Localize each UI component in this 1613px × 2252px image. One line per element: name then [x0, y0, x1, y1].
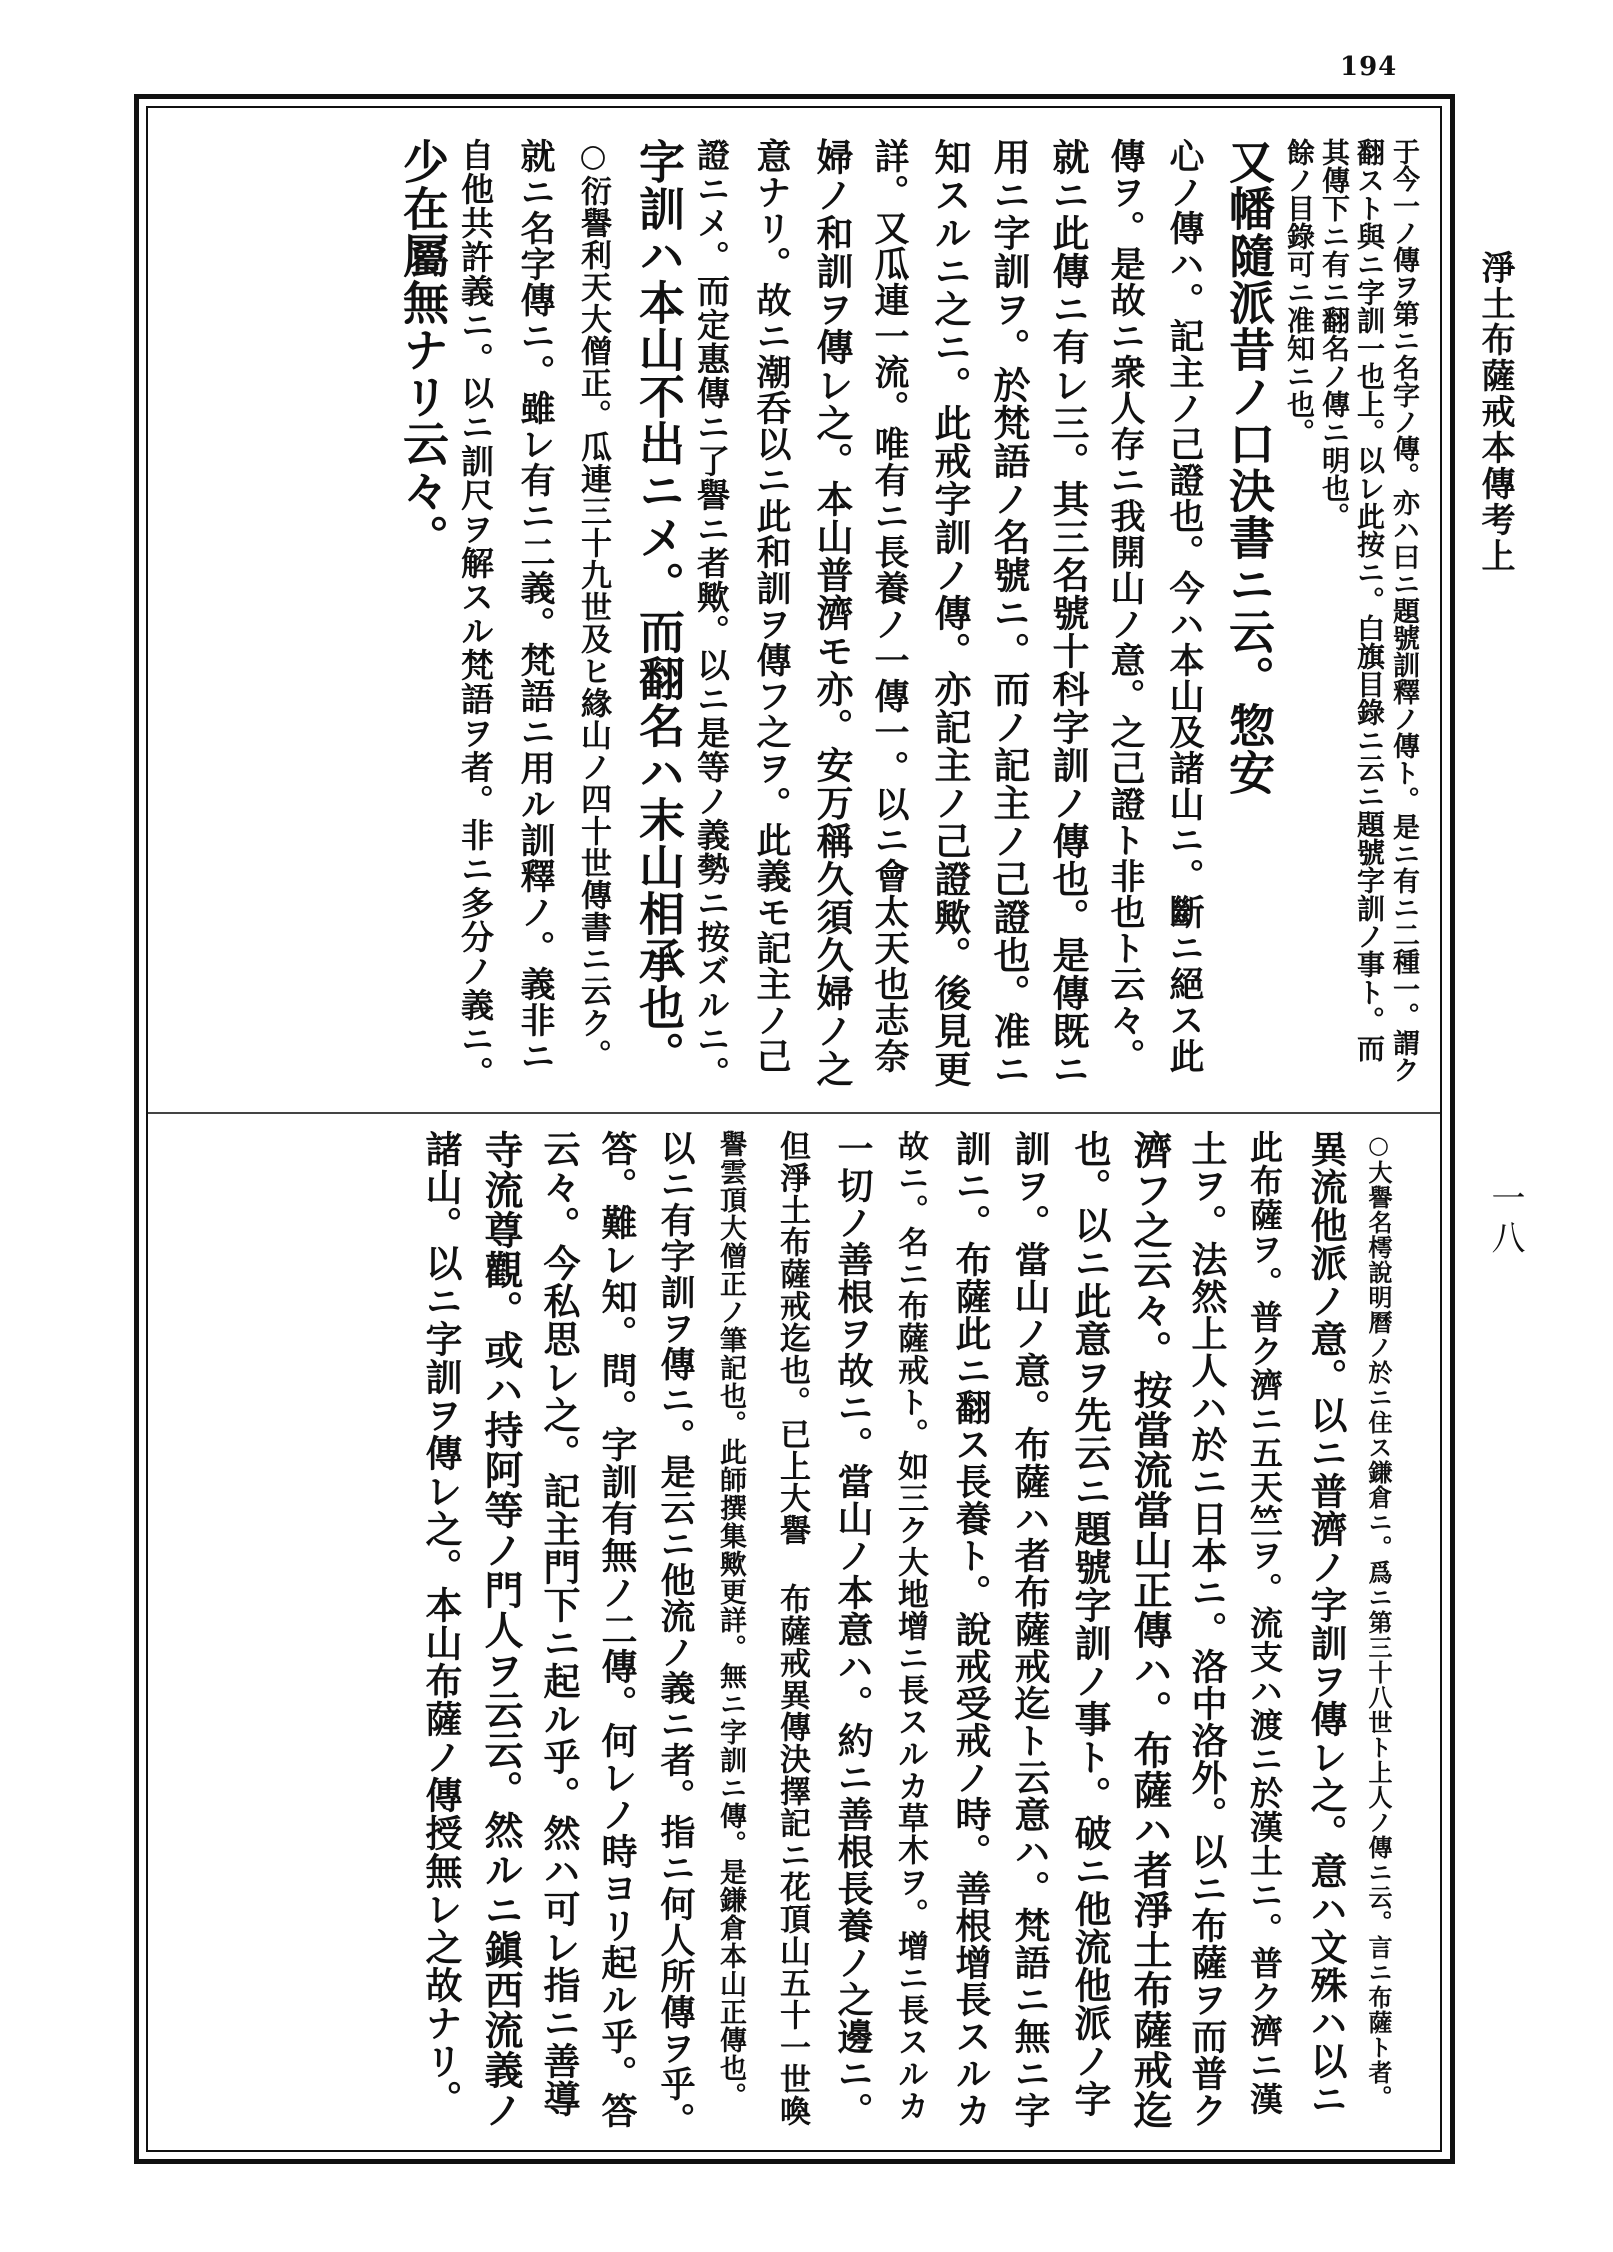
text-column: 異流他派ノ意。以ニ普濟ノ字訓ヲ傳レ之。意ハ文殊ハ以ニ — [1304, 1130, 1348, 2118]
text-column: 又幡隨派昔ノ口決書ニ云。惣安 — [1222, 138, 1276, 796]
text-column: 于今一ノ傳ヲ第ニ名字ノ傳。亦ハ曰ニ題號訓釋ノ傳ト。是ニ有ニ二種一。謂ク — [1388, 138, 1419, 1083]
text-column: 知スルニ之ニ。此戒字訓ノ傳。亦記主ノ己證歟。後見更 — [928, 138, 972, 1088]
text-column: 就ニ此傳ニ有レ三。其三名號十科字訓ノ傳也。是傳既ニ — [1046, 138, 1090, 1088]
text-column: 此布薩ヲ。普ク濟ニ五天竺ヲ。流支ハ渡ニ於漢土ニ。普ク濟ニ漢 — [1245, 1130, 1284, 2116]
section-divider — [148, 1112, 1440, 1114]
text-column: 婦ノ和訓ヲ傳レ之。本山普濟モ亦。安万稱久須久婦ノ之 — [810, 138, 854, 1088]
text-column: 意ナリ。故ニ潮呑以ニ此和訓ヲ傳フ之ヲ。此義モ記主ノ己 — [751, 138, 792, 1074]
text-column: 譽雲頂大僧正ノ筆記也。此師撰集歟更詳。無ニ字訓ニ傳。是鎌倉本山正傳也。 — [715, 1130, 746, 2110]
page-number: 194 — [1340, 52, 1398, 82]
text-column: 一切ノ善根ヲ故ニ。當山ノ本意ハ。約ニ善根長養ノ之邊ニ。 — [832, 1130, 874, 2129]
folio-number: 一八 — [1485, 1180, 1525, 1260]
text-column: 故ニ。名ニ布薩戒ト。如三ク大地增ニ長スルカ草木ヲ。增ニ長スルカ — [892, 1130, 928, 2122]
text-column: 濟フ之云々。按當流當山正傳ハ。布薩ハ者淨土布薩戒迄 — [1127, 1130, 1173, 2130]
text-column: 土ヲ。法然上人ハ於ニ日本ニ。洛中洛外。以ニ布薩ヲ而普ク — [1186, 1130, 1228, 2129]
text-column: 訓ヲ。當山ノ意。布薩ハ者布薩戒迄ト云意ハ。梵語ニ無ニ字 — [1009, 1130, 1051, 2129]
text-column: 翻スト與ニ字訓一也上。以レ此按ニ。白旗目錄ニ云ニ題號字訓ノ事ト。而 — [1353, 138, 1386, 1062]
text-column: 也。以ニ此意ヲ先云ニ題號字訓ノ事ト。破ニ他流他派ノ字 — [1068, 1130, 1112, 2118]
text-column: 其傳下ニ有ニ翻名ノ傳ニ明也。 — [1318, 138, 1351, 530]
text-column: 以ニ有字訓ヲ傳ニ。是云ニ他流ノ義ニ者。指ニ何人所傳ヲ乎。 — [655, 1130, 696, 2138]
running-title: 淨土布薩戒本傳考上 — [1475, 250, 1515, 574]
text-column: 少在屬無ナリ云々。 — [396, 138, 450, 561]
text-column: ○衍譽利天大僧正。瓜連三十九世及ヒ緣山ノ四十世傳書ニ云ク。 — [575, 138, 611, 1071]
text-column: 訓ニ。布薩此ニ翻ス長養ト。說戒受戒ノ時。善根增長スルカ — [950, 1130, 992, 2129]
text-column: 傳ヲ。是故ニ衆人存ニ我開山ノ意。之己證ト非也ト云々。 — [1105, 138, 1146, 1074]
text-column: 就ニ名字傳ニ。雖レ有ニ二義。梵語ニ用ル訓釋ノ。義非ニ — [515, 138, 556, 1074]
text-column: 餘ノ目錄可ニ准知ニ也。 — [1283, 138, 1316, 446]
text-column: ○大譽名樗說明曆ノ於ニ住ス鎌倉ニ。爲ニ第三十八世ト上人ノ傳ニ云。言ニ布薩ト者。 — [1364, 1130, 1393, 2110]
text-column: 答。難レ知。問。字訓有無ノ二傳。何レノ時ヨリ起ル乎。答 — [596, 1130, 638, 2129]
text-column: 但淨土布薩戒迄也。已上大譽 布薩戒異傳決擇記ニ花頂山五十一世喚 — [774, 1130, 810, 2127]
text-column: 用ニ字訓ヲ。於梵語ノ名號ニ。而ノ記主ノ己證也。准ニ — [987, 138, 1031, 1088]
text-column: 詳。又瓜連一流。唯有ニ長養ノ一傳一。以ニ會太天也志奈 — [869, 138, 910, 1074]
text-column: 諸山。以ニ字訓ヲ傳レ之。本山布薩ノ傳授無レ之故ナリ。 — [419, 1130, 463, 2118]
text-column: 字訓ハ本山不出ニメ。而翻名ハ末山相承也。 — [632, 138, 686, 1078]
text-column: 云々。今私思レ之。記主門下ニ起ル乎。然ハ可レ指ニ善導 — [537, 1130, 581, 2118]
text-column: 心ノ傳ハ。記主ノ己證也。今ハ本山及諸山ニ。斷ニ絕ス此 — [1164, 138, 1205, 1074]
text-column: 寺流尊觀。或ハ持阿等ノ門人ヲ云云。然ルニ鎭西流義ノ — [478, 1130, 524, 2130]
text-column: 自他共許義ニ。以ニ訓尺ヲ解スル梵語ヲ者。非ニ多分ノ義ニ。 — [456, 138, 495, 1090]
text-column: 證ニメ。而定惠傳ニ了譽ニ者歟。以ニ是等ノ義勢ニ按ズルニ。 — [692, 138, 731, 1090]
